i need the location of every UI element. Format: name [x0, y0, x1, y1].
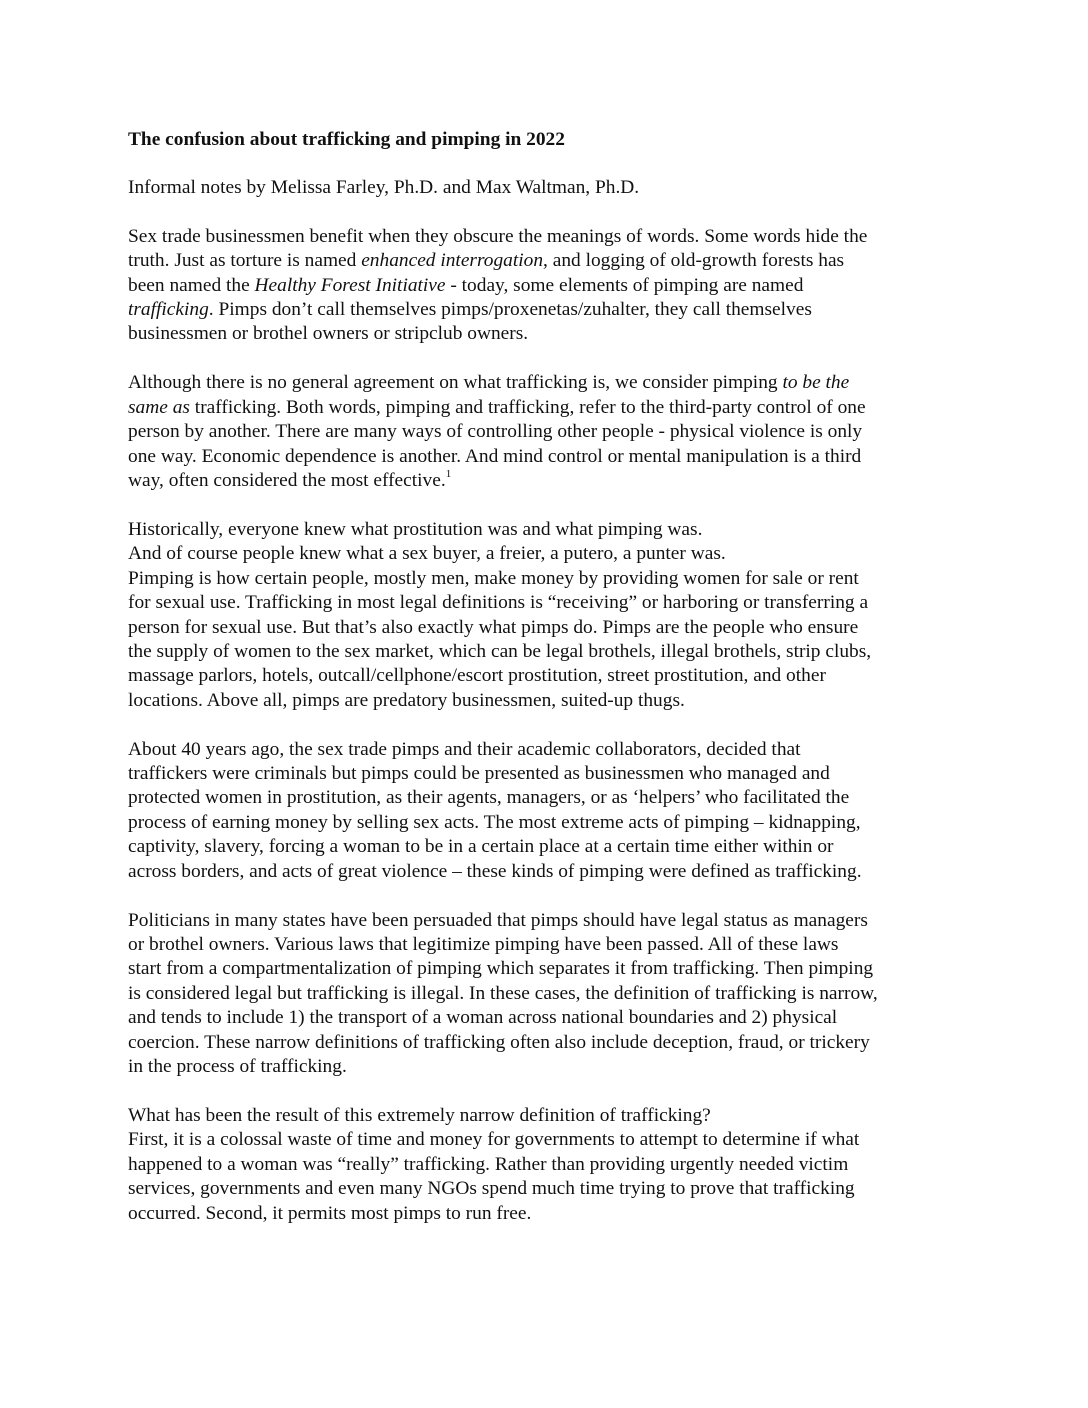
text-run: , and logging of old-growth forests has	[543, 250, 845, 272]
paragraph-4	[128, 738, 958, 884]
paragraph-line: happened to a woman was “really” trafficking. Rather than providing urgently needed victim	[128, 1153, 849, 1175]
paragraph-3	[128, 518, 958, 713]
paragraph-line	[128, 469, 958, 493]
text-run: trafficking. Both words, pimping and trafficking, refer to the third-party control of one	[189, 396, 866, 418]
paragraph-line: locations. Above all, pimps are predatory businessmen, suited-up thugs.	[128, 689, 685, 711]
paragraph-6	[128, 1104, 958, 1226]
paragraph-line: About 40 years ago, the sex trade pimps and their academic collaborators, decided that	[128, 738, 801, 760]
paragraph-line: Sex trade businessmen benefit when they obscure the meanings of words. Some words hide the	[128, 225, 868, 247]
italic-term: same as	[128, 396, 190, 418]
paragraph-line: person for sexual use. But that’s also exactly what pimps do. Pimps are the people who ensure	[128, 616, 859, 638]
paragraph-line: Historically, everyone knew what prostitution was and what pimping was.	[128, 518, 703, 540]
paragraph-line: services, governments and even many NGOs spend much time trying to prove that trafficking	[128, 1178, 855, 1200]
paragraph-line: in the process of trafficking.	[128, 1056, 347, 1077]
paragraph-line: And of course people knew what a sex buyer, a freier, a putero, a punter was.	[128, 543, 726, 565]
paragraph-line: What has been the result of this extremely narrow definition of trafficking?	[128, 1104, 711, 1126]
paragraph-line: across borders, and acts of great violence – these kinds of pimping were defined as trafficking.	[128, 860, 862, 882]
paragraph-line: the supply of women to the sex market, which can be legal brothels, illegal brothels, strip clubs,	[128, 640, 872, 662]
paragraph-line: occurred. Second, it permits most pimps to run free.	[128, 1202, 532, 1224]
text-run: . Pimps don’t call themselves pimps/proxenetas/zuhalter, they call themselves	[208, 299, 812, 321]
text-run: way, often considered the most effective.	[128, 469, 446, 491]
paragraph-line: person by another. There are many ways of controlling other people - physical violence is only	[128, 421, 863, 443]
paragraph-line: coercion. These narrow definitions of trafficking often also include deception, fraud, or trickery	[128, 1031, 870, 1053]
paragraph-line: process of earning money by selling sex acts. The most extreme acts of pimping – kidnapping,	[128, 811, 861, 833]
paragraph-line	[128, 298, 958, 322]
paragraph-line: one way. Economic dependence is another. And mind control or mental manipulation is a third	[128, 445, 862, 467]
paragraph-line	[128, 274, 958, 298]
paragraph-line: businessmen or brothel owners or stripclub owners.	[128, 323, 529, 345]
paragraph-line: traffickers were criminals but pimps could be presented as businessmen who managed and	[128, 763, 830, 785]
paragraph-line	[128, 249, 958, 273]
paragraph-line: for sexual use. Trafficking in most legal definitions is “receiving” or harboring or transferring a	[128, 592, 869, 614]
paragraph-line	[128, 371, 958, 395]
text-run: - today, some elements of pimping are named	[445, 274, 804, 296]
italic-term: Healthy Forest Initiative	[254, 274, 446, 296]
paragraph-line: massage parlors, hotels, outcall/cellphone/escort prostitution, street prostitution, and other	[128, 665, 826, 687]
paragraph-line: start from a compartmentalization of pimping which separates it from trafficking. Then pimping	[128, 958, 874, 980]
footnote-reference[interactable]: 1	[445, 467, 452, 480]
paragraph-2	[128, 371, 958, 493]
document-title: The confusion about trafficking and pimping in 2022	[128, 129, 565, 150]
paragraph-line	[128, 396, 958, 420]
paragraph-1	[128, 225, 958, 347]
paragraph-line: First, it is a colossal waste of time and money for governments to attempt to determine if what	[128, 1129, 860, 1151]
text-run: Although there is no general agreement on what trafficking is, we consider pimping	[128, 372, 783, 394]
text-run: been named the	[128, 274, 255, 296]
italic-term: to be the	[782, 372, 850, 394]
paragraph-line: Pimping is how certain people, mostly men, make money by providing women for sale or rent	[128, 567, 859, 589]
paragraph-line: Politicians in many states have been persuaded that pimps should have legal status as managers	[128, 909, 868, 931]
italic-term: enhanced interrogation	[361, 250, 544, 272]
paragraph-5	[128, 909, 958, 1080]
document-page	[128, 128, 958, 1250]
paragraph-line: and tends to include 1) the transport of a woman across national boundaries and 2) physical	[128, 1007, 838, 1029]
paragraph-line: captivity, slavery, forcing a woman to be in a certain place at a certain time either within or	[128, 836, 834, 858]
document-byline: Informal notes by Melissa Farley, Ph.D. and Max Waltman, Ph.D.	[128, 177, 640, 199]
italic-term: trafficking	[128, 299, 209, 321]
paragraph-line: protected women in prostitution, as their agents, managers, or as ‘helpers’ who facilitated the	[128, 787, 850, 809]
text-run: truth. Just as torture is named	[128, 250, 362, 272]
paragraph-line: or brothel owners. Various laws that legitimize pimping have been passed. All of these laws	[128, 933, 839, 955]
paragraph-line: is considered legal but trafficking is illegal. In these cases, the definition of trafficking is narrow,	[128, 982, 878, 1004]
